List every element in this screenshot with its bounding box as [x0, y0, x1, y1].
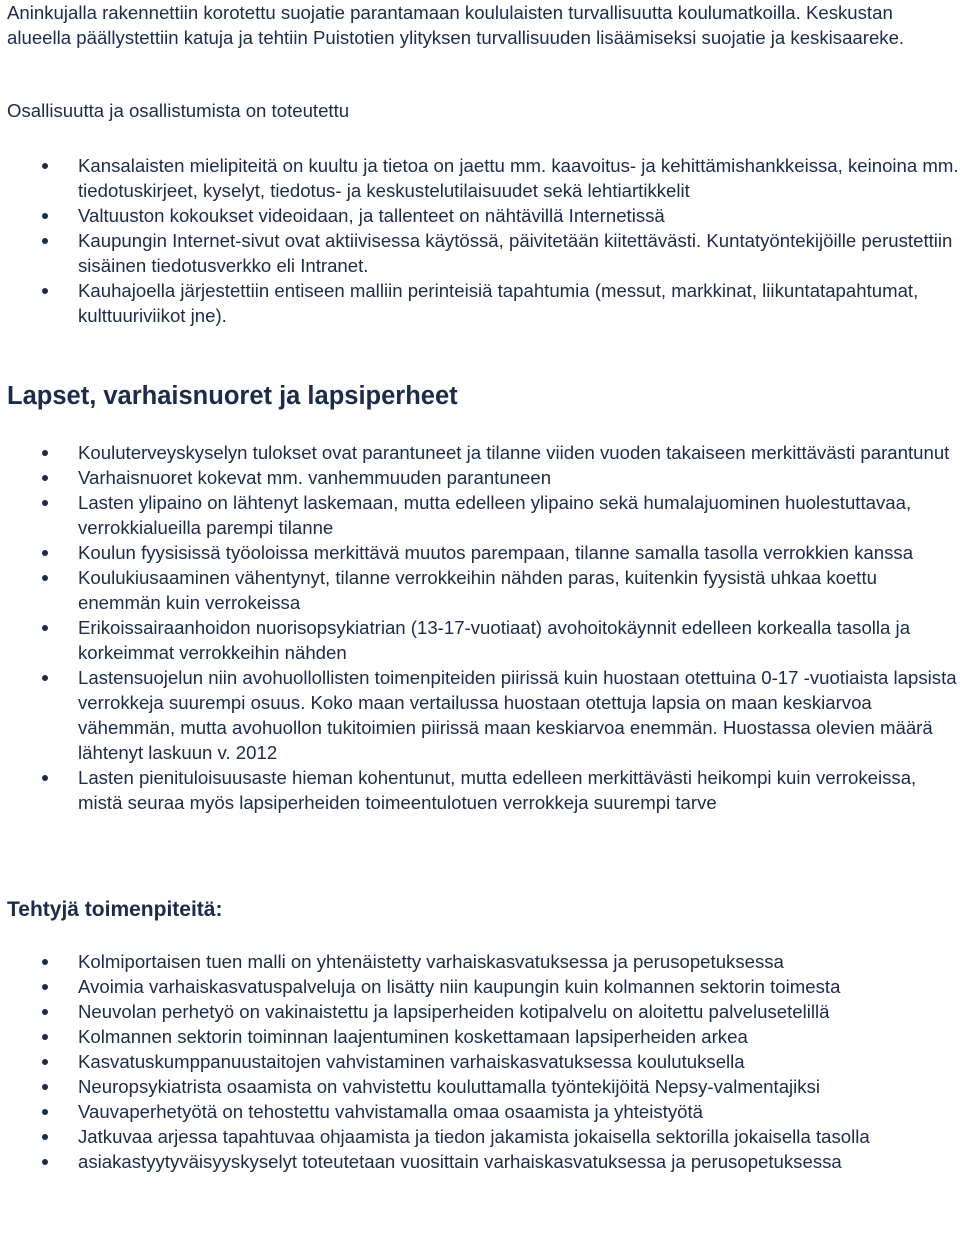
list-item: Lasten pienituloisuusaste hieman kohentunut, mutta edelleen merkittävästi heikompi kuin verrokeissa, mistä seuraa myös lapsiperheiden toimeentulotuen verrokkeja suurempi tarve — [0, 765, 960, 815]
list-item: Vauvaperhetyötä on tehostettu vahvistamalla omaa osaamista ja yhteistyötä — [0, 1099, 960, 1124]
bullet-icon — [42, 238, 48, 244]
list-item: Kasvatuskumppanuustaitojen vahvistaminen varhaiskasvatuksessa koulutuksella — [0, 1049, 960, 1074]
bullet-icon — [42, 959, 48, 965]
list-item: Valtuuston kokoukset videoidaan, ja tallenteet on nähtävillä Internetissä — [0, 203, 960, 228]
list-item: Neuropsykiatrista osaamista on vahvistettu kouluttamalla työntekijöitä Nepsy-valmentajiksi — [0, 1074, 960, 1099]
list-item: asiakastyytyväisyyskyselyt toteutetaan vuosittain varhaiskasvatuksessa ja perusopetuksessa — [0, 1149, 960, 1174]
subsection-heading: Tehtyjä toimenpiteitä: — [7, 898, 223, 921]
list-item: Erikoissairaanhoidon nuorisopsykiatrian (13-17-vuotiaat) avohoitokäynnit edelleen korkealla tasolla ja korkeimmat verrokkeihin nähden — [0, 615, 960, 665]
bullet-icon — [42, 475, 48, 481]
list-item: Lastensuojelun niin avohuollollisten toimenpiteiden piirissä kuin huostaan otettuina 0-17 -vuotiaista lapsista verrokkeja suurempi osuus. Koko maan vertailussa huostaan otettuja lapsia on maan keskiarvoa vähemmän, mutta avohuollon tukitoimien piirissä maan keskiarvoa enemmän. Huostassa olevien määrä lähtenyt laskuun v. 2012 — [0, 665, 960, 765]
bullet-icon — [42, 1159, 48, 1165]
bullet-icon — [42, 1134, 48, 1140]
list-item: Neuvolan perhetyö on vakinaistettu ja lapsiperheiden kotipalvelu on aloitettu palvelusetelillä — [0, 999, 960, 1024]
intro-paragraph: Aninkujalla rakennettiin korotettu suojatie parantamaan koululaisten turvallisuutta koulumatkoilla. Keskustan alueella päällystettiin katuja ja tehtiin Puistotien ylityksen turvallisuuden lisäämiseksi suojatie ja keskisaareke. — [7, 2, 905, 48]
list-item: Kansalaisten mielipiteitä on kuultu ja tietoa on jaettu mm. kaavoitus- ja kehittämishankkeissa, keinoina mm. tiedotuskirjeet, kyselyt, tiedotus- ja keskustelutilaisuudet sekä lehtiartikkelit — [0, 153, 960, 203]
bullet-icon — [42, 775, 48, 781]
bullet-icon — [42, 450, 48, 456]
list-item: Jatkuvaa arjessa tapahtuvaa ohjaamista ja tiedon jakamista jokaisella sektorilla jokaisella tasolla — [0, 1124, 960, 1149]
list-item: Kaupungin Internet-sivut ovat aktiivisessa käytössä, päivitetään kiitettävästi. Kuntatyöntekijöille perustettiin sisäinen tiedotusverkko eli Intranet. — [0, 228, 960, 278]
section-heading: Lapset, varhaisnuoret ja lapsiperheet — [7, 382, 458, 410]
bullet-icon — [42, 1084, 48, 1090]
bullet-icon — [42, 1059, 48, 1065]
list-item: Kolmannen sektorin toiminnan laajentuminen koskettamaan lapsiperheiden arkea — [0, 1024, 960, 1049]
list-item: Koulukiusaaminen vähentynyt, tilanne verrokkeihin nähden paras, kuitenkin fyysistä uhkaa koettu enemmän kuin verrokeissa — [0, 565, 960, 615]
list-item: Kolmiportaisen tuen malli on yhtenäistetty varhaiskasvatuksessa ja perusopetuksessa — [0, 949, 960, 974]
list-item: Varhaisnuoret kokevat mm. vanhemmuuden parantuneen — [0, 465, 960, 490]
list-item: Kauhajoella järjestettiin entiseen malliin perinteisiä tapahtumia (messut, markkinat, liikuntatapahtumat, kulttuuriviikot jne). — [0, 278, 960, 328]
list-item: Lasten ylipaino on lähtenyt laskemaan, mutta edelleen ylipaino sekä humalajuominen huolestuttavaa, verrokkialueilla parempi tilanne — [0, 490, 960, 540]
bullet-icon — [42, 500, 48, 506]
list-item: Kouluterveyskyselyn tulokset ovat parantuneet ja tilanne viiden vuoden takaiseen merkittävästi parantunut — [0, 440, 960, 465]
bullet-icon — [42, 288, 48, 294]
bullet-icon — [42, 163, 48, 169]
measures-list — [0, 949, 960, 1174]
bullet-icon — [42, 213, 48, 219]
bullet-icon — [42, 1009, 48, 1015]
participation-list — [0, 153, 960, 328]
children-list — [0, 440, 960, 815]
bullet-icon — [42, 1109, 48, 1115]
bullet-icon — [42, 575, 48, 581]
bullet-icon — [42, 550, 48, 556]
list-item: Avoimia varhaiskasvatuspalveluja on lisätty niin kaupungin kuin kolmannen sektorin toimesta — [0, 974, 960, 999]
bullet-icon — [42, 1034, 48, 1040]
list-item: Koulun fyysisissä työoloissa merkittävä muutos parempaan, tilanne samalla tasolla verrokkien kanssa — [0, 540, 960, 565]
bullet-icon — [42, 675, 48, 681]
bullet-icon — [42, 984, 48, 990]
participation-lead: Osallisuutta ja osallistumista on toteutettu — [7, 100, 350, 121]
bullet-icon — [42, 625, 48, 631]
